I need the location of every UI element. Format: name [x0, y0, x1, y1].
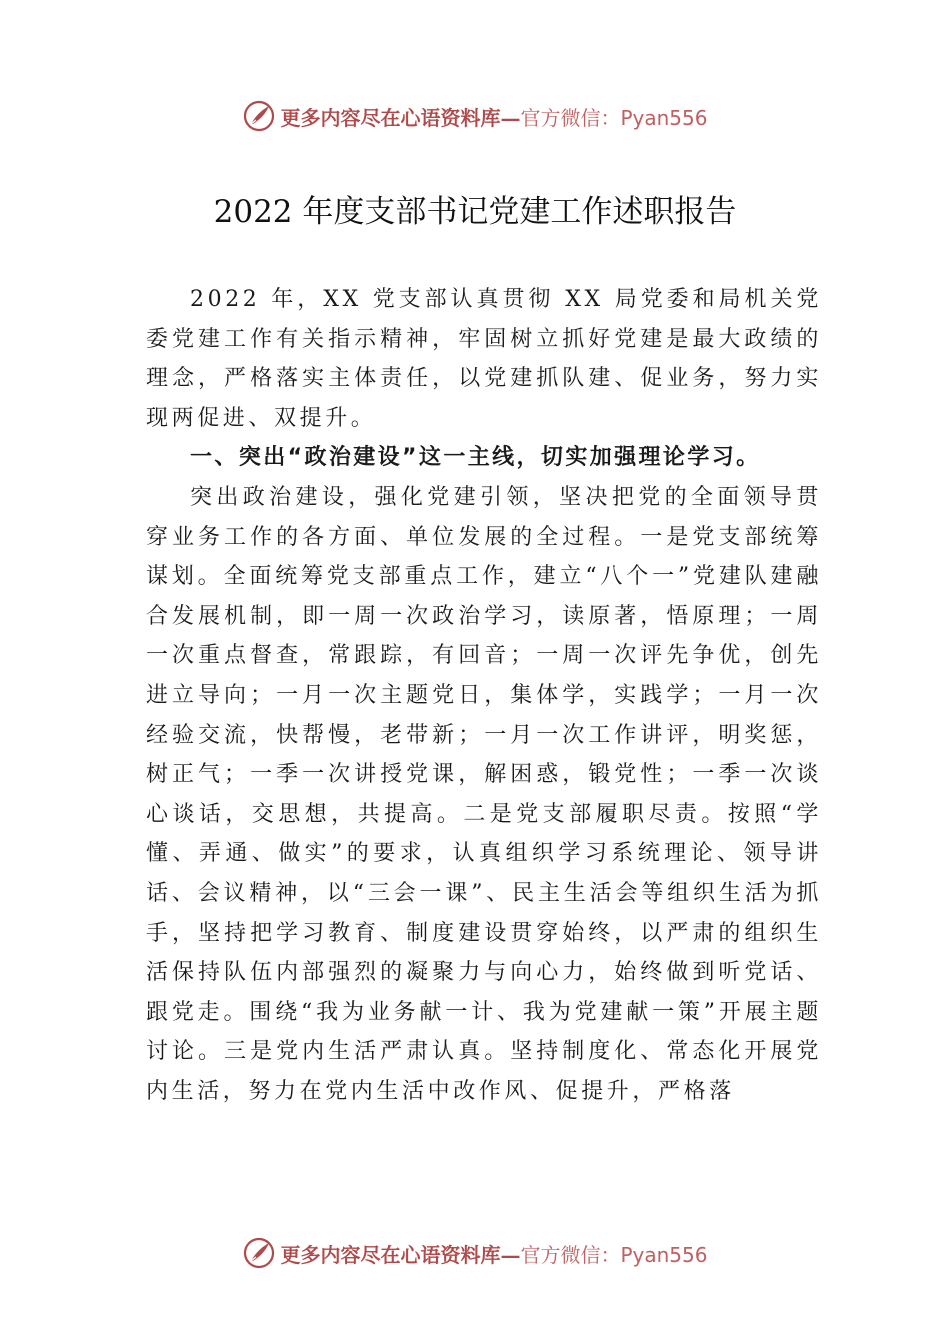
- watermark-header: [0, 96, 950, 136]
- document-title: 2022 年度支部书记党建工作述职报告: [213, 194, 737, 230]
- watermark-main-text: 更多内容尽在心语资料库—: [280, 105, 521, 130]
- watermark-handle-text: 官方微信：Pyan556: [520, 1242, 708, 1267]
- watermark-handle-text: 官方微信：Pyan556: [520, 105, 708, 130]
- document-body: [146, 280, 822, 1111]
- watermark-main-text: 更多内容尽在心语资料库—: [280, 1242, 521, 1267]
- quill-logo-icon: [242, 1236, 276, 1270]
- section-paragraph: 突出政治建设，强化党建引领，坚决把党的全面领导贯穿业务工作的各方面、单位发展的全过程。一是党支部统筹谋划。全面统筹党支部重点工作，建立“八个一”党建队建融合发展机制，即一周一次政治学习，读原著，悟原理；一周一次重点督查，常跟踪，有回音；一周一次评先争优，创先进立导向；一月一次主题党日，集体学，实践学；一月一次经验交流，快帮慢，老带新；一月一次工作讲评，明奖惩，树正气；一季一次讲授党课，解困惑，锻党性；一季一次谈心谈话，交思想，共提高。二是党支部履职尽责。按照“学懂、弄通、做实”的要求，认真组织学习系统理论、领导讲话、会议精神，以“三会一课”、民主生活会等组织生活为抓手，坚持把学习教育、制度建设贯穿始终，以严肃的组织生活保持队伍内部强烈的凝聚力与向心力，始终做到听党话、跟党走。围绕“我为业务献一计、我为党建献一策”开展主题讨论。三是党内生活严肃认真。坚持制度化、常态化开展党内生活，努力在党内生活中改作风、促提升，严格落: [146, 484, 822, 1104]
- intro-paragraph: 2022 年，XX 党支部认真贯彻 XX 局党委和局机关党委党建工作有关指示精神，牢固树立抓好党建是最大政绩的理念，严格落实主体责任，以党建抓队建、促业务，努力实现两促进、双提升。: [146, 287, 822, 431]
- watermark-footer: [0, 1233, 950, 1273]
- section-heading: 一、突出“政治建设”这一主线，切实加强理论学习。: [190, 445, 761, 471]
- quill-logo-icon: [242, 99, 276, 133]
